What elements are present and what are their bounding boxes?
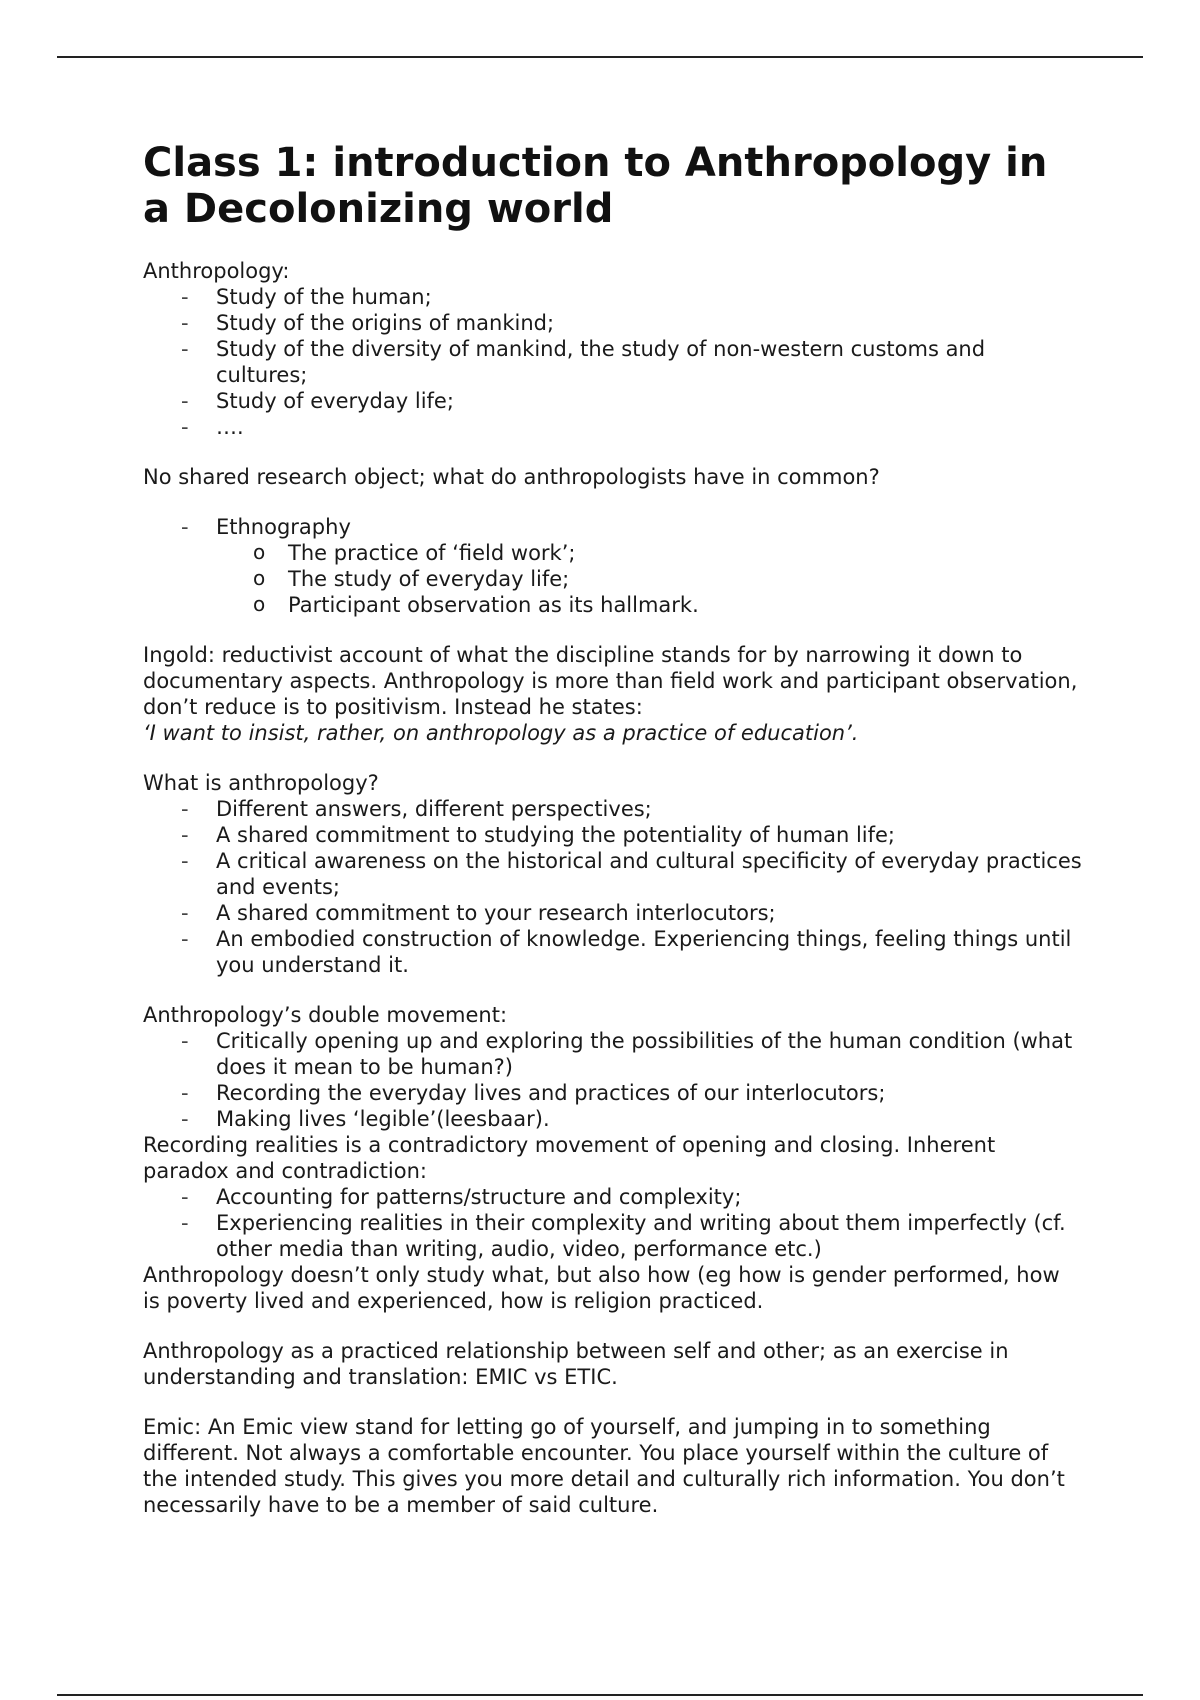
double-movement-heading: Anthropology’s double movement: — [143, 1003, 508, 1027]
recording-paragraph: Recording realities is a contradictory movement of opening and closing. Inherent paradox and contradiction: — [143, 1133, 996, 1183]
ingold-paragraph: Ingold: reductivist account of what the discipline stands for by narrowing it down to documentary aspects. Anthropology is more than field work and participant observation, don’t reduce is to positivism. Instead he states: — [143, 643, 1078, 719]
anthropology-list — [143, 284, 1083, 440]
double-movement-list — [143, 1028, 1083, 1132]
list-item: - A shared commitment to your research interlocutors; — [143, 900, 1083, 926]
what-is-heading: What is anthropology? — [143, 771, 379, 795]
list-item: o The practice of ‘field work’; — [143, 540, 1083, 566]
list-item: - Accounting for patterns/structure and complexity; — [143, 1184, 1083, 1210]
bottom-rule — [57, 1694, 1143, 1696]
list-item: o Participant observation as its hallmark. — [143, 592, 1083, 618]
list-item: - Making lives ‘legible’(leesbaar). — [143, 1106, 1083, 1132]
list-item: - Study of the diversity of mankind, the study of non-western customs and cultures; — [143, 336, 1083, 388]
list-item: - Study of the human; — [143, 284, 1083, 310]
recording-list — [143, 1184, 1083, 1262]
list-item: - Study of the origins of mankind; — [143, 310, 1083, 336]
ingold-quote: ‘I want to insist, rather, on anthropology as a practice of education’. — [143, 721, 859, 745]
no-shared-paragraph: No shared research object; what do anthropologists have in common? — [143, 465, 880, 489]
ethnography-list — [143, 514, 1083, 540]
what-is-list — [143, 796, 1083, 978]
document-body — [143, 140, 1083, 1518]
ethnography-item: - Ethnography — [143, 514, 1083, 540]
page-title: Class 1: introduction to Anthropology in a Decolonizing world — [143, 140, 1048, 232]
self-other-paragraph: Anthropology as a practiced relationship between self and other; as an exercise in understanding and translation: EMIC vs ETIC. — [143, 1339, 1009, 1389]
list-item: - Experiencing realities in their complexity and writing about them imperfectly (cf. other media than writing, audio, video, performance etc.) — [143, 1210, 1083, 1262]
anthropology-heading: Anthropology: — [143, 259, 290, 283]
list-item: - …. — [143, 414, 1083, 440]
list-item: - Critically opening up and exploring the possibilities of the human condition (what does it mean to be human?) — [143, 1028, 1083, 1080]
emic-paragraph: Emic: An Emic view stand for letting go of yourself, and jumping in to something different. Not always a comfortable encounter. You place yourself within the culture of the intended study. This gives you more detail and culturally rich information. You don’t necessarily have to be a member of said culture. — [143, 1415, 1065, 1517]
list-item: - A shared commitment to studying the potentiality of human life; — [143, 822, 1083, 848]
ethnography-sublist — [143, 540, 1083, 618]
top-rule — [57, 56, 1143, 58]
list-item: - An embodied construction of knowledge. Experiencing things, feeling things until you understand it. — [143, 926, 1083, 978]
list-item: - Different answers, different perspectives; — [143, 796, 1083, 822]
list-item: - Study of everyday life; — [143, 388, 1083, 414]
how-paragraph: Anthropology doesn’t only study what, but also how (eg how is gender performed, how is poverty lived and experienced, how is religion practiced. — [143, 1263, 1060, 1313]
list-item: - A critical awareness on the historical and cultural specificity of everyday practices and events; — [143, 848, 1083, 900]
list-item: - Recording the everyday lives and practices of our interlocutors; — [143, 1080, 1083, 1106]
list-item: o The study of everyday life; — [143, 566, 1083, 592]
